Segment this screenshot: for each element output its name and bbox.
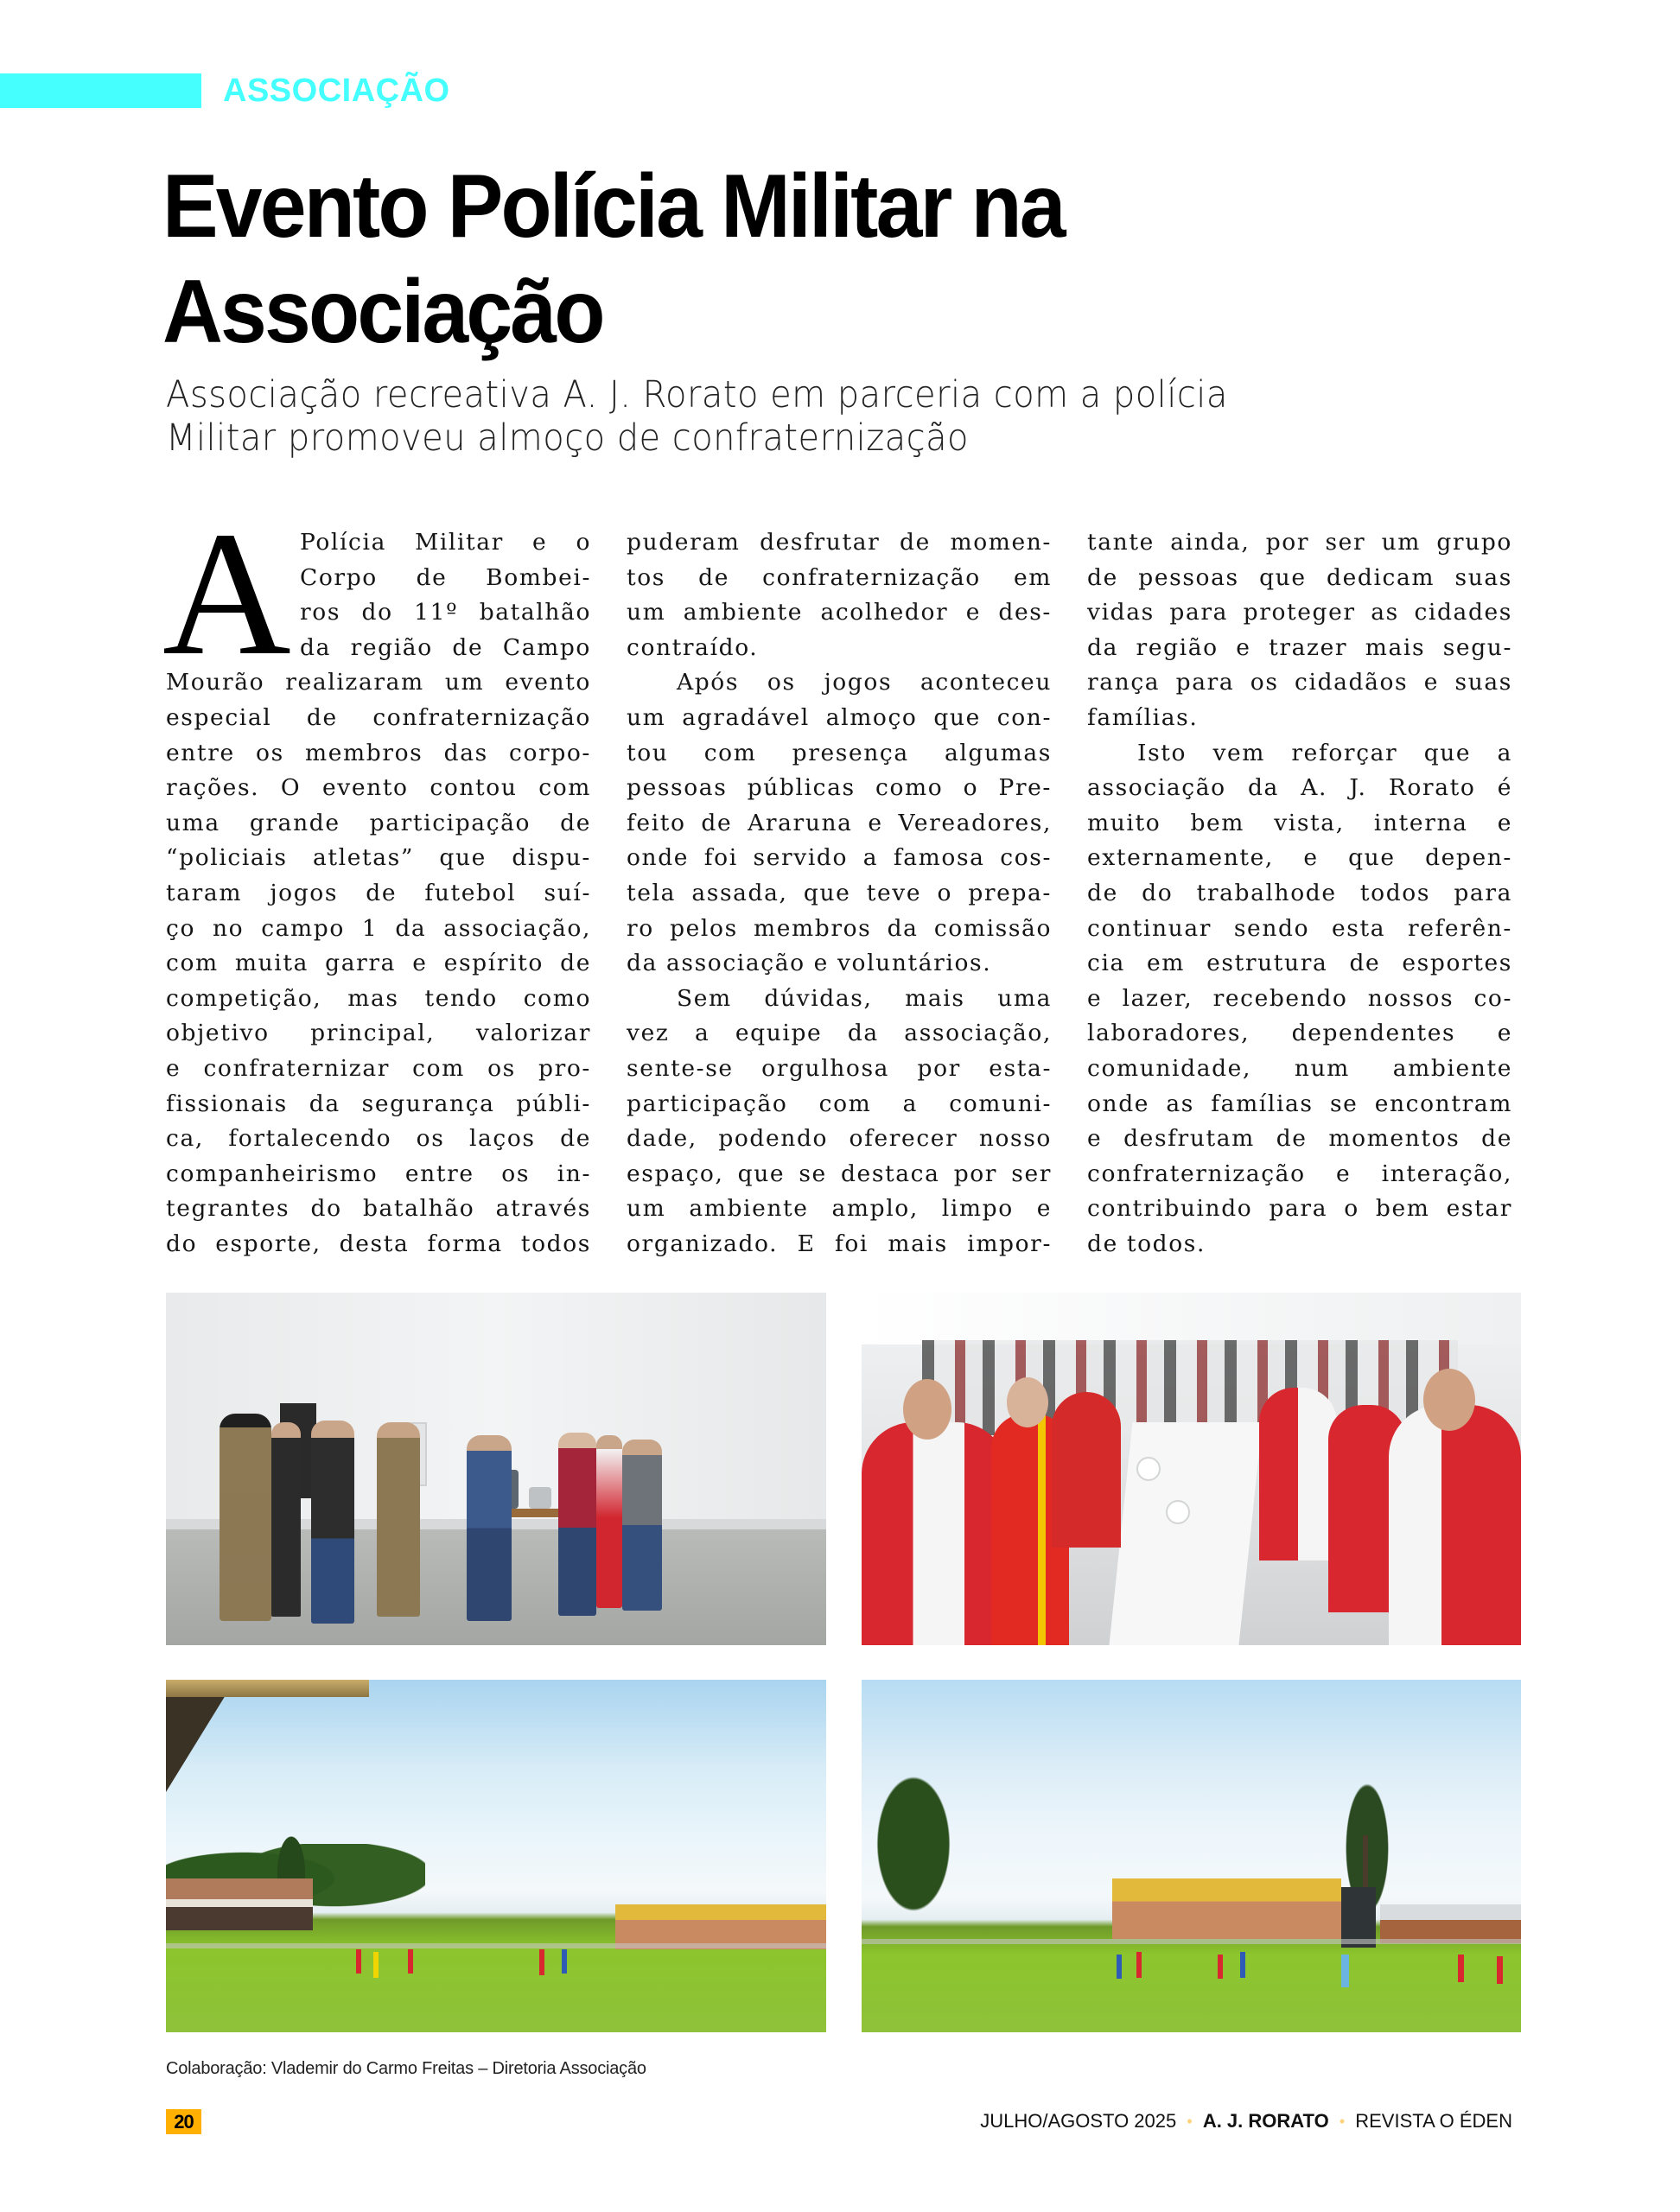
- article-text-line: um ambiente acolhedor e des-: [627, 599, 1052, 626]
- photo-fence: [166, 1943, 826, 1948]
- article-column-3: [1087, 525, 1512, 1262]
- article-column-2: [627, 525, 1052, 1262]
- article-text-line: muito bem vista, interna e: [1087, 809, 1512, 836]
- photo-person: [271, 1422, 301, 1617]
- photo-football-field-2: [862, 1680, 1521, 2032]
- photo-player-left: [862, 1422, 1009, 1645]
- photo-player-right: [1389, 1405, 1521, 1645]
- photo-person-officer: [377, 1422, 420, 1617]
- article-text-line: rança para os cidadãos e suas: [1087, 669, 1512, 696]
- article-text-line: famílias.: [1087, 703, 1199, 731]
- article-text-line: externamente, e que depen-: [1087, 844, 1512, 872]
- article-title-line: Associação: [162, 262, 603, 362]
- article-text-line: contraído.: [627, 633, 759, 661]
- article-text-line: competição, mas tendo como: [166, 984, 591, 1012]
- article-text-line: laboradores, dependentes e: [1087, 1020, 1512, 1047]
- article-title: [162, 154, 1416, 365]
- article-text-line: de do trabalhode todos para: [1087, 879, 1512, 906]
- page-number: 20: [166, 2109, 201, 2134]
- footer-separator-dot: •: [1339, 2113, 1346, 2130]
- article-text-line: ço no campo 1 da associação,: [166, 914, 591, 942]
- photo-person: [311, 1421, 354, 1624]
- article-text-line: de todos.: [1087, 1230, 1206, 1257]
- article-text-line: Mourão realizaram um evento: [166, 669, 591, 696]
- footer-publication-name: REVISTA O ÉDEN: [1355, 2110, 1512, 2132]
- footer-brand: A. J. RORATO: [1202, 2110, 1329, 2132]
- article-text-line: objetivo principal, valorizar: [166, 1020, 591, 1047]
- photo-player-figure: [1218, 1955, 1223, 1979]
- article-text-line: tante ainda, por ser um grupo: [1087, 529, 1512, 556]
- photo-player-figure: [1136, 1952, 1142, 1978]
- article-text-line: da região e trazer mais segu-: [1087, 633, 1512, 661]
- article-text-line: rações. O evento contou com: [166, 774, 591, 802]
- photo-face: [903, 1379, 951, 1440]
- article-text-line: espaço, que se destaca por ser: [627, 1160, 1052, 1187]
- article-text-line: uma grande participação de: [166, 809, 591, 836]
- section-label: ASSOCIAÇÃO: [223, 73, 450, 109]
- photo-roof-edge: [166, 1680, 369, 1697]
- article-text-line: ro pelos membros da comissão: [627, 914, 1052, 942]
- photo-face: [1007, 1377, 1048, 1427]
- article-text-line: continuar sendo esta referên-: [1087, 914, 1512, 942]
- article-text-line: Corpo de Bombei-: [300, 563, 591, 591]
- article-text-line: tou com presença algumas: [627, 739, 1052, 766]
- photo-gym-building: [1112, 1878, 1341, 1939]
- photo-football-field-1: [166, 1680, 826, 2032]
- article-text-line: e confraternizar com os pro-: [166, 1054, 591, 1082]
- article-text-line: Após os jogos aconteceu: [677, 669, 1052, 696]
- article-text-line: sente-se orgulhosa por esta-: [627, 1054, 1052, 1082]
- section-accent-bar: [0, 73, 201, 108]
- photo-building: [166, 1878, 313, 1930]
- article-text-line: organizado. E foi mais impor-: [627, 1230, 1052, 1257]
- article-text-line: vidas para proteger as cidades: [1087, 599, 1512, 626]
- photo-building: [1380, 1904, 1521, 1943]
- article-text-line: Sem dúvidas, mais uma: [677, 984, 1052, 1012]
- article-text-line: tegrantes do batalhão através: [166, 1195, 591, 1223]
- article-text-line: Isto vem reforçar que a: [1137, 739, 1512, 766]
- article-subtitle-line: Associação recreativa A. J. Rorato em parceria com a polícia: [166, 373, 1228, 416]
- article-text-line: um agradável almoço que con-: [627, 703, 1052, 731]
- article-text-line: um ambiente amplo, limpo e: [627, 1195, 1052, 1223]
- photo-player-figure: [373, 1952, 379, 1978]
- article-text-line: companheirismo entre os in-: [166, 1160, 591, 1187]
- article-text-line: da região de Campo: [300, 633, 591, 661]
- photo-player-figure: [408, 1949, 413, 1974]
- article-text-line: onde foi servido a famosa cos-: [627, 844, 1052, 872]
- photo-pot: [529, 1487, 551, 1509]
- article-text-line: taram jogos de futebol suí-: [166, 879, 591, 906]
- article-subtitle: [166, 373, 1420, 460]
- article-text-line: feito de Araruna e Vereadores,: [627, 809, 1052, 836]
- article-text-line: e desfrutam de momentos de: [1087, 1125, 1512, 1153]
- photo-player-figure: [562, 1949, 567, 1974]
- article-text-line: e lazer, recebendo nossos co-: [1087, 984, 1512, 1012]
- article-text-line: tela assada, que teve o prepa-: [627, 879, 1052, 906]
- article-text-line: especial de confraternização: [166, 703, 591, 731]
- photo-person: [622, 1440, 662, 1611]
- article-text-line: pessoas públicas como o Pre-: [627, 774, 1052, 802]
- photo-lunch-table: [862, 1293, 1521, 1645]
- footer-publication-info: [980, 2108, 1512, 2134]
- photo-person-officer: [220, 1414, 271, 1621]
- article-text-line: do esporte, desta forma todos: [166, 1230, 591, 1257]
- photo-tree: [862, 1766, 965, 1939]
- article-text-line: fissionais da segurança públi-: [166, 1090, 591, 1117]
- article-title-line: Evento Polícia Militar na: [162, 156, 1064, 257]
- photo-player: [1052, 1392, 1121, 1548]
- photo-fence: [862, 1939, 1521, 1944]
- photo-face: [1423, 1369, 1475, 1431]
- article-text-line: dade, podendo oferecer nosso: [627, 1125, 1052, 1153]
- article-text-line: tos de confraternização em: [627, 563, 1052, 591]
- photo-person-athlete: [596, 1435, 622, 1608]
- article-text-line: puderam desfrutar de momen-: [627, 529, 1052, 556]
- article-text-line: vez a equipe da associação,: [627, 1020, 1052, 1047]
- article-text-line: com muita garra e espírito de: [166, 950, 591, 977]
- article-text-line: cia em estrutura de esportes: [1087, 950, 1512, 977]
- article-text-line: Polícia Militar e o: [300, 529, 591, 556]
- article-text-line: de pessoas que dedicam suas: [1087, 563, 1512, 591]
- photo-player-figure: [356, 1949, 361, 1974]
- article-text-line: onde as famílias se encontram: [1087, 1090, 1512, 1117]
- photo-plate: [1136, 1457, 1161, 1481]
- article-text-line: entre os membros das corpo-: [166, 739, 591, 766]
- photo-player-figure: [1117, 1955, 1122, 1979]
- article-text-line: ca, fortalecendo os laços de: [166, 1125, 591, 1153]
- article-text-line: contribuindo para o bem estar: [1087, 1195, 1512, 1223]
- photo-player-figure: [1458, 1955, 1464, 1982]
- photo-player-figure: [1497, 1956, 1503, 1984]
- photo-player-figure: [1240, 1952, 1245, 1978]
- photo-player-figure: [1341, 1955, 1349, 1987]
- photo-table: [1109, 1422, 1262, 1645]
- article-column-1: [166, 525, 591, 1262]
- photo-plate: [1166, 1500, 1190, 1524]
- photo-person: [467, 1435, 512, 1621]
- photo-player: [1259, 1388, 1337, 1560]
- photo-player-figure: [539, 1949, 544, 1975]
- photo-officers-indoors: [166, 1293, 826, 1645]
- article-text-line: associação da A. J. Rorato é: [1087, 774, 1512, 802]
- footer-issue-date: JULHO/AGOSTO 2025: [980, 2110, 1177, 2132]
- drop-cap: A: [162, 494, 291, 692]
- article-text-line: “policiais atletas” que dispu-: [166, 844, 591, 872]
- article-text-line: confraternização e interação,: [1087, 1160, 1512, 1187]
- article-subtitle-line: Militar promoveu almoço de confraternização: [166, 416, 969, 460]
- article-text-line: participação com a comuni-: [627, 1090, 1052, 1117]
- photo-ceiling: [862, 1293, 1521, 1344]
- photo-person: [558, 1433, 596, 1616]
- photo-credit-caption: Colaboração: Vlademir do Carmo Freitas – Diretoria Associação: [166, 2059, 646, 2078]
- footer-separator-dot: •: [1187, 2113, 1193, 2130]
- article-text-line: comunidade, num ambiente: [1087, 1054, 1512, 1082]
- article-text-line: da associação e voluntários.: [627, 950, 992, 977]
- article-text-line: ros do 11º batalhão: [300, 599, 591, 626]
